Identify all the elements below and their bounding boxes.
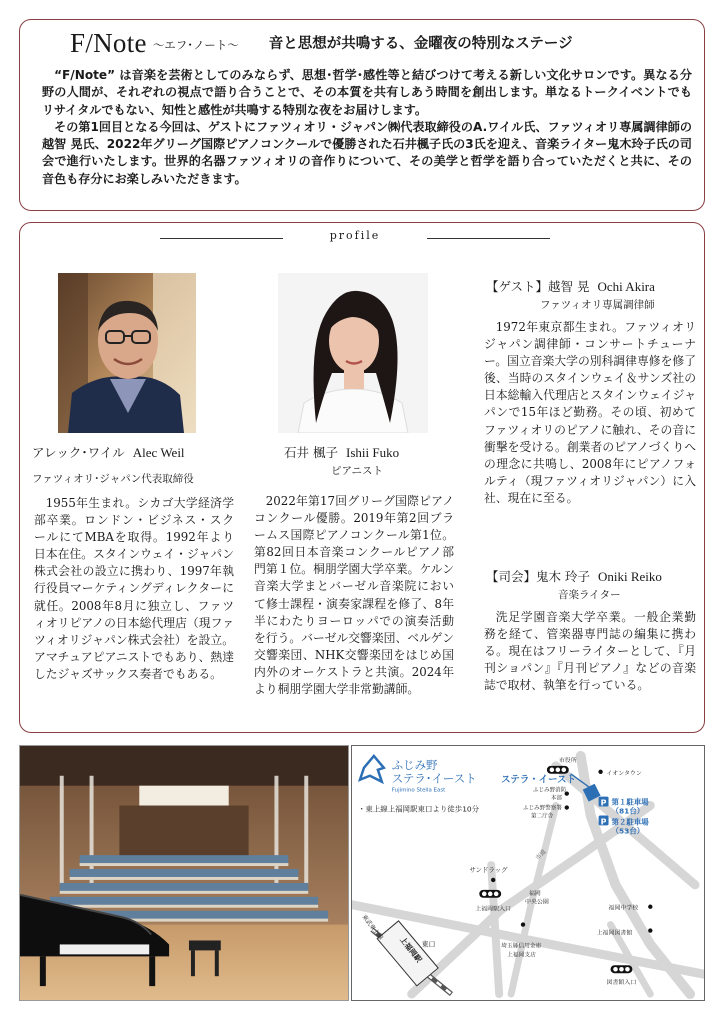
label-bank-1: 埼玉縣信用金庫 — [501, 943, 542, 950]
map-access-note: ・東上線上福岡駅東口より徒歩10分 — [357, 804, 480, 814]
label-second-building: 第二庁舎 — [530, 813, 554, 820]
map-logo-ja-1: ふじみ野 — [391, 757, 438, 772]
ishii-name — [284, 443, 399, 461]
ochi-name-ja: 越智 晃 — [548, 279, 590, 294]
ochi-name-en: Ochi Akira — [597, 279, 655, 294]
concert-hall-photo — [19, 745, 349, 1001]
oniki-tag: 【司会】 — [486, 569, 537, 584]
parking-1-label: 第１駐車場 — [611, 797, 649, 807]
oniki-name — [486, 567, 662, 585]
heading-rule-right — [427, 238, 550, 239]
stella-east-logo-icon — [360, 756, 384, 782]
parking-1-count: （81台） — [611, 806, 645, 816]
parking-2-count: （53台） — [611, 826, 645, 836]
weil-name-ja: アレック･ワイル — [32, 445, 125, 460]
label-tojo-line: 東武東上線 — [360, 913, 385, 942]
oniki-name-en: Oniki Reiko — [598, 569, 662, 584]
weil-name-en: Alec Weil — [132, 445, 185, 460]
parking-1-p: P — [600, 798, 607, 808]
label-police-station: ふじみ野警察署 — [523, 805, 562, 812]
weil-name — [32, 443, 185, 461]
ishii-portrait-photo — [278, 273, 428, 433]
oniki-name-ja: 鬼木 玲子 — [536, 569, 590, 584]
label-junior-high: 福岡中学校 — [608, 904, 639, 912]
event-title-reading: ～エフ･ノート～ — [152, 38, 239, 52]
label-park-1: 福岡 — [528, 889, 541, 897]
map-logo-en: Fujimino Stella East — [391, 787, 446, 794]
profile-heading — [160, 229, 550, 247]
weil-bio: 1955年生まれ。シカゴ大学経済学部卒業。ロンドン・ビジネス・スクールにてMBAを取得。1992年より日本在住。スタインウェイ・ジャパン株式会社の設立に携わり、1997年執行役員マーケティングディレクターに就任。2008年8月に独立し、ファツィオリピアノの日本総代理店（現ファツィオリジャパン株式会社）を設立。アマチュアピアニストでもあり、熱達したジャズサックス奏者でもある。 — [34, 496, 234, 681]
label-road: 市道 — [535, 849, 548, 862]
ochi-tag: 【ゲスト】 — [486, 279, 549, 294]
intro-text — [42, 67, 692, 188]
parking-2-p: P — [600, 817, 607, 827]
map-logo-ja-2: ステラ･イースト — [391, 771, 477, 786]
weil-role: ファツィオリ･ジャパン代表取締役 — [32, 473, 194, 485]
intro-paragraph: “F/Note” は音楽を芸術としてのみならず、思想･哲学･感性等と結びつけて考える新しい文化サロンです。異なる分野の人間が、それぞれの視点で語り合うことで、その本質を共有しあう時間を創出します。単なるトークイベントでもリサイタルでもない、知性と感性が共鳴する特別な夜をお届けします。 — [42, 68, 692, 117]
label-east-exit: 東口 — [421, 940, 436, 949]
oniki-bio: 洗足学園音楽大学卒業。一般企業勤務を経て、管楽器専門誌の編集に携わる。現在はフリーライターとして、『月刊ショパン』『月刊ピアノ』などの音楽誌で取材、執筆を行っている。 — [484, 610, 696, 693]
label-bank-2: 上福岡支店 — [507, 952, 536, 959]
event-title: F/Note — [70, 28, 147, 58]
label-fire-hq-2: 本部 — [550, 795, 562, 802]
event-tagline: 音と思想が共鳴する、金曜夜の特別なステージ — [268, 36, 573, 52]
profile-box — [19, 222, 705, 733]
intro-box — [19, 19, 705, 211]
ochi-name — [486, 277, 655, 295]
label-aeon: イオンタウン — [606, 769, 642, 777]
label-station-entrance: 上福岡駅入口 — [475, 905, 511, 913]
label-sundrug: サンドラッグ — [469, 866, 508, 875]
oniki-role: 音楽ライター — [558, 589, 621, 601]
ochi-bio: 1972年東京都生まれ。ファツィオリジャパン調律師・コンサートチューナー。国立音楽大学の別科調律専修を修了後、当時のスタインウェイ＆サンズ社の日本総輸入代理店とスタインウェイジャパンで15年ほど勤務。その頃、初めてファツィオリのピアノに触れ、その音に衝撃を受ける。創業者のピアノづくりへの理念に共鳴し、2008年にピアノフォルティ（現ファツィオリジャパン）に入社、現在に至る。 — [484, 320, 696, 505]
intro-title-row — [70, 28, 573, 62]
label-city-hall: 市役所 — [558, 756, 577, 764]
ishii-name-en: Ishii Fuko — [345, 445, 400, 460]
ishii-name-ja: 石井 楓子 — [284, 445, 338, 460]
intro-paragraph: その第1回目となる今回は、ゲストにファツィオリ・ジャパン㈱代表取締役のA.ワイル氏、ファツィオリ専属調律師の越智 晃氏、2022年グリーグ国際ピアノコンクールで優勝された石井楓子氏の3氏を迎え、音楽ライター鬼木玲子氏の司会で進行いたします。世界的名器ファツィオリの音作りについて、その美学と哲学を語り合っていただくと共に、その音色も存分にお楽しみいただきます。 — [42, 119, 692, 186]
label-fire-hq: ふじみ野消防 — [532, 787, 567, 794]
parking-2-label: 第２駐車場 — [611, 817, 649, 827]
label-park-2: 中央公園 — [525, 898, 549, 906]
weil-portrait-photo — [58, 273, 196, 433]
label-library: 上福岡図書館 — [596, 929, 633, 937]
profile-heading-label: profile — [329, 229, 381, 242]
map-venue-label: ステラ・イースト — [501, 774, 576, 786]
label-library-entrance: 図書館入口 — [606, 979, 637, 987]
ishii-role: ピアニスト — [331, 465, 383, 477]
ishii-bio: 2022年第17回グリーグ国際ピアノコンクール優勝。2019年第2回ブラームス国際ピアノコンクール第1位。第82回日本音楽コンクールピアノ部門第１位。桐朋学園大学卒業。ケルン音楽大学まとバーゼル音楽院において修士課程・演奏家課程を修了、8年半にわたりヨーロッパでの演奏活動を行う。バーゼル交響楽団、ベルゲン交響楽団、NHK交響楽団をはじめ国内外のオーケストラと共演。2024年より桐朋学園大学非常勤講師。 — [254, 494, 454, 697]
label-kamifukuoka-station: 上福岡駅 — [398, 935, 424, 965]
venue-map — [351, 745, 705, 1001]
ochi-role: ファツィオリ専属調律師 — [540, 299, 655, 311]
